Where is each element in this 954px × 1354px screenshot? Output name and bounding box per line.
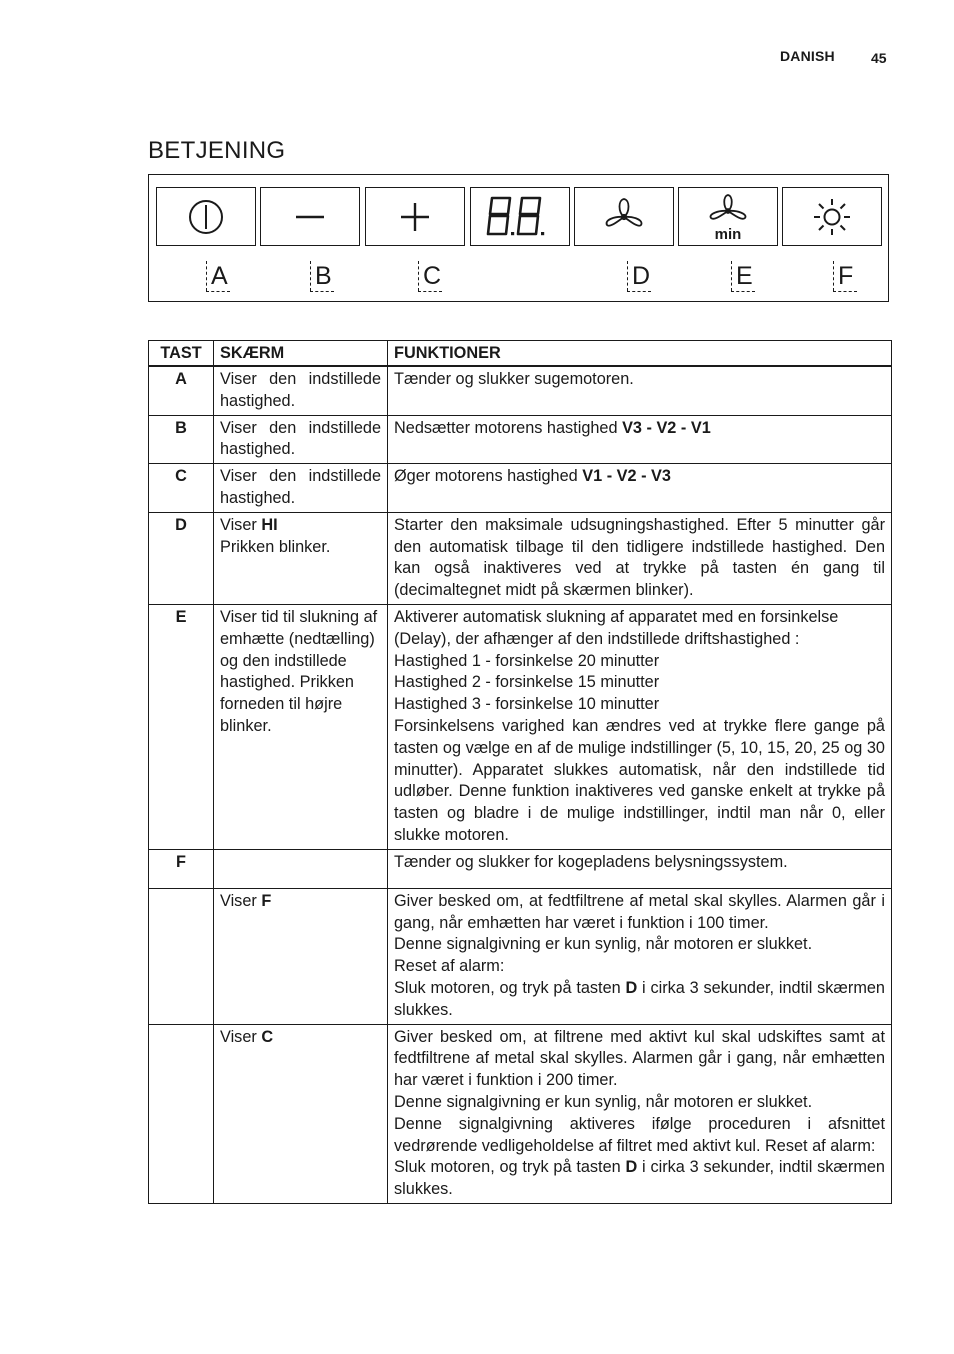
table-row xyxy=(149,1024,892,1203)
function-paragraph: Denne signalgivning er kun synlig, når motoren er slukket. xyxy=(394,935,813,954)
table-row xyxy=(149,464,892,513)
row-function xyxy=(388,415,892,464)
screen-text-line2: Prikken blinker. xyxy=(220,537,331,556)
row-screen: Viser den indstillede hastighed. xyxy=(214,366,388,415)
digital-display xyxy=(470,187,570,246)
row-screen xyxy=(214,849,388,888)
callout-label-c: C xyxy=(423,262,442,290)
callout-label-e: E xyxy=(736,262,753,290)
row-function xyxy=(388,604,892,849)
row-function: Tænder og slukker sugemotoren. xyxy=(388,366,892,415)
function-text: Sluk motoren, og tryk på tasten xyxy=(394,1158,626,1177)
function-text: Sluk motoren, og tryk på tasten xyxy=(394,978,626,997)
fan-min-icon xyxy=(700,191,756,243)
screen-code: F xyxy=(261,891,272,910)
power-key xyxy=(156,187,256,246)
light-key xyxy=(782,187,882,246)
function-key-ref: D xyxy=(625,978,638,997)
function-paragraph: Reset af alarm: xyxy=(394,957,505,976)
timer-fan-key xyxy=(678,187,778,246)
row-function xyxy=(388,888,892,1024)
function-paragraph: Denne signalgivning er kun synlig, når motoren er slukket. xyxy=(394,1092,813,1111)
row-function xyxy=(388,464,892,513)
function-speed-sequence: V1 - V2 - V3 xyxy=(582,467,671,486)
row-key: B xyxy=(149,415,214,464)
callout-label-d: D xyxy=(632,262,651,290)
row-key: C xyxy=(149,464,214,513)
function-paragraph: Hastighed 2 - forsinkelse 15 minutter xyxy=(394,673,660,692)
row-screen: Viser den indstillede hastighed. xyxy=(214,464,388,513)
screen-code: HI xyxy=(261,515,278,534)
fan-icon xyxy=(601,194,647,240)
function-key-ref: D xyxy=(625,1158,638,1177)
row-key: F xyxy=(149,849,214,888)
function-paragraph xyxy=(394,978,885,1022)
row-screen xyxy=(214,888,388,1024)
display-icon xyxy=(484,194,556,240)
callout-label-f: F xyxy=(838,262,854,290)
row-screen: Viser den indstillede hastighed. xyxy=(214,415,388,464)
function-paragraph: Denne signalgivning aktiveres ifølge proceduren i afsnittet vedrørende vedligeholdelse af filtret med aktivt kul. Reset af alarm: xyxy=(394,1114,885,1155)
plus-key xyxy=(365,187,465,246)
functions-table xyxy=(148,340,892,1204)
screen-text: Viser xyxy=(220,515,262,534)
screen-text: Viser xyxy=(220,891,262,910)
row-key xyxy=(149,888,214,1024)
minus-icon xyxy=(290,197,330,237)
row-screen xyxy=(214,512,388,604)
function-paragraph: Giver besked om, at filtrene med aktivt kul skal udskiftes samt at fedtfiltrene af metal skal skylles. Alarmen går i gang, når emhætten har været i funktion i 200 timer. xyxy=(394,1027,885,1090)
row-key: D xyxy=(149,512,214,604)
function-paragraph: Aktiverer automatisk slukning af apparatet med en forsinkelse (Delay), der afhænger af den indstillede driftshastighed : xyxy=(394,607,839,648)
header-funktioner: FUNKTIONER xyxy=(388,341,892,367)
table-row xyxy=(149,604,892,849)
row-function: Starter den maksimale udsugningshastighed. Efter 5 minutter går den automatisk tilbage til den tidligere indstillede hastighed. Den kan også inaktiveres ved at trykke på tasten én gang til (decimaltegnet midt på skærmen blinker). xyxy=(388,512,892,604)
power-icon xyxy=(184,195,228,239)
header-tast: TAST xyxy=(149,341,214,367)
callout-label-a: A xyxy=(211,262,228,290)
table-row xyxy=(149,512,892,604)
row-screen: Viser tid til slukning af emhætte (nedtælling) og den indstillede hastighed. Prikken forneden til højre blinker. xyxy=(214,604,388,849)
minus-key xyxy=(260,187,360,246)
table-row xyxy=(149,366,892,415)
plus-icon xyxy=(395,197,435,237)
screen-code: C xyxy=(261,1027,274,1046)
function-speed-sequence: V3 - V2 - V1 xyxy=(622,418,711,437)
function-text: Nedsætter motorens hastighed xyxy=(394,418,623,437)
function-paragraph xyxy=(394,1157,885,1201)
function-text: i cirka 3 sekunder, indtil skærmen slukkes. xyxy=(394,1158,885,1199)
page-number: 45 xyxy=(871,50,887,66)
boost-fan-key xyxy=(574,187,674,246)
function-paragraph: Forsinkelsens varighed kan ændres ved at trykke flere gange på tasten og vælge en af de mulige indstillinger (5, 10, 15, 20, 25 og 30 minutter). Apparatet slukkes automatisk, når den indstillede tid udløber. Denne funktion inaktiveres ved ganske enkelt at trykke på tasten og bladre i de mulige indstillinger, indtil man når 0, eller slukke motoren. xyxy=(394,716,885,844)
header-skaerm: SKÆRM xyxy=(214,341,388,367)
callout-label-b: B xyxy=(315,262,332,290)
row-key: A xyxy=(149,366,214,415)
function-paragraph: Hastighed 3 - forsinkelse 10 minutter xyxy=(394,695,660,714)
control-panel-diagram xyxy=(148,174,889,302)
function-paragraph: Hastighed 1 - forsinkelse 20 minutter xyxy=(394,651,660,670)
screen-text: Viser xyxy=(220,1027,262,1046)
row-function xyxy=(388,1024,892,1203)
table-row xyxy=(149,849,892,888)
row-function: Tænder og slukker for kogepladens belysningssystem. xyxy=(388,849,892,888)
table-header-row xyxy=(149,341,892,367)
page-header-language: DANISH xyxy=(780,48,835,64)
light-icon xyxy=(810,195,854,239)
function-text: i cirka 3 sekunder, indtil skærmen slukkes. xyxy=(394,978,885,1019)
table-row xyxy=(149,415,892,464)
row-key: E xyxy=(149,604,214,849)
row-key xyxy=(149,1024,214,1203)
table-row xyxy=(149,888,892,1024)
min-icon-text: min xyxy=(714,225,742,243)
row-screen xyxy=(214,1024,388,1203)
section-title: BETJENING xyxy=(148,137,286,164)
function-text: Øger motorens hastighed xyxy=(394,467,583,486)
function-paragraph: Giver besked om, at fedtfiltrene af metal skal skylles. Alarmen går i gang, når emhætten har været i funktion i 100 timer. xyxy=(394,891,885,932)
